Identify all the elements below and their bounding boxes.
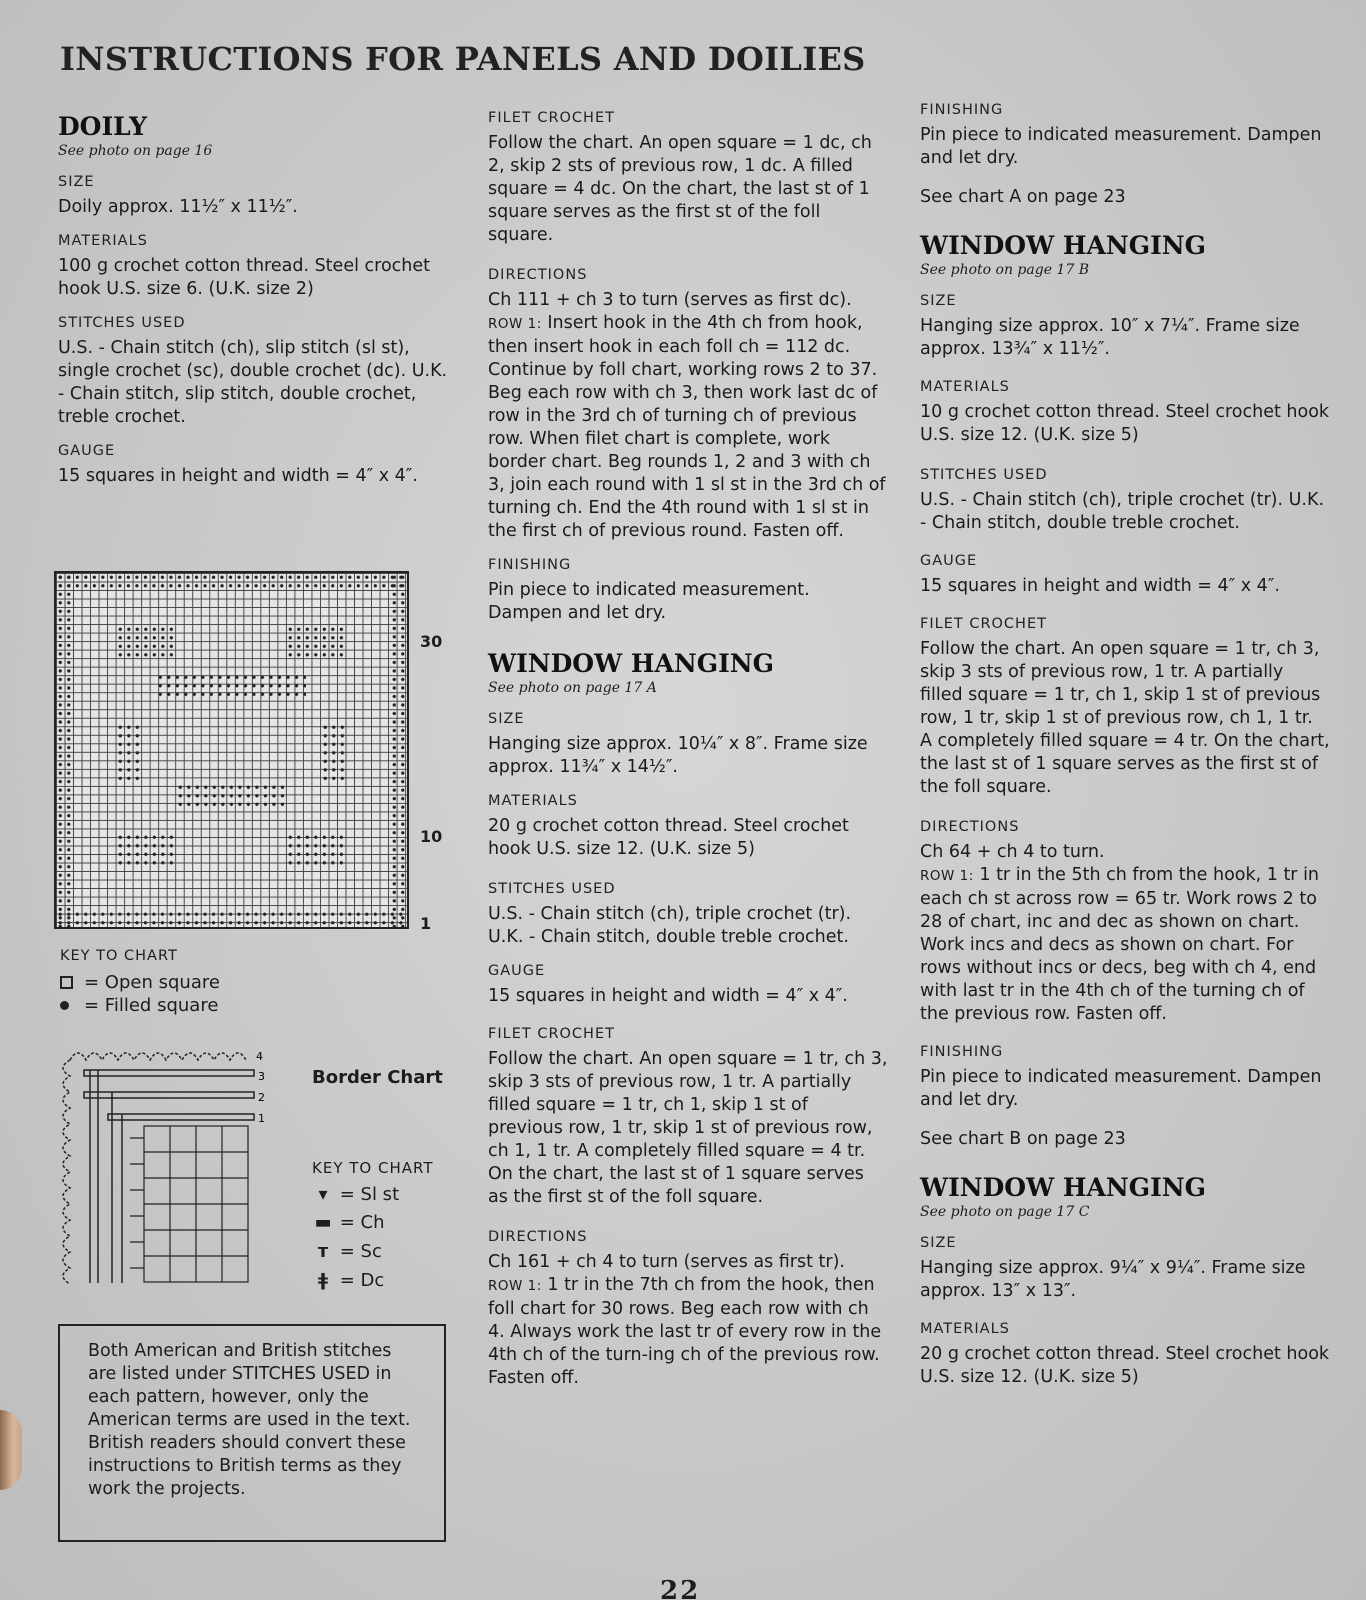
wh-c-size-label: SIZE [920,1235,957,1251]
see-chart-b: See chart B on page 23 [920,1129,1126,1149]
filet-text: Follow the chart. An open square = 1 dc, ch 2, skip 2 sts of previous row, 1 dc. A filled square = 4 dc. On the chart, the last st of 1 square serves as the first st of the foll square. [488,133,872,245]
chart-row-number-10: 10 [420,827,443,846]
c3-finishing-text: Pin piece to indicated measurement. Dampen and let dry. [920,125,1322,168]
wh-b-gauge-label: GAUGE [920,553,978,569]
wh-b-materials-label: MATERIALS [920,379,1010,395]
wh-b-size-text: Hanging size approx. 10″ x 7¼″. Frame size approx. 13¾″ x 11½″. [920,316,1300,359]
doily-heading: DOILY [58,112,147,141]
window-hanging-c-photo-ref: See photo on page 17 C [920,1204,1090,1220]
chart-motif-7 [116,833,176,867]
sc-icon: ᴛ [317,1241,329,1262]
wh-a-materials-label: MATERIALS [488,793,578,809]
doily-size-text: Doily approx. 11½″ x 11½″. [58,197,298,217]
doily-photo-ref: See photo on page 16 [58,143,213,159]
chart-border-filled-right [390,573,407,927]
border-key-label: = Dc [339,1270,385,1291]
ch-icon: ▬ [314,1212,332,1233]
doily-materials-label: MATERIALS [58,233,148,249]
wh-b-materials-text: 10 g crochet cotton thread. Steel crochet hook U.S. size 12. (U.K. size 5) [920,402,1330,445]
open-square-icon [60,976,73,989]
border-key-label: = Ch [339,1212,385,1233]
chart-motif-1 [116,625,176,659]
directions-row-text: Insert hook in the 4th ch from hook, then insert hook in each foll ch = 112 dc. Continue by foll chart, working rows 2 to 37. Beg each row with ch 3, then work last dc of row in the 3rd ch of turning ch of previous row. When filet chart is complete, work border chart. Beg rounds 1, 2 and 3 with ch 3, join each round with 1 sl st in the 3rd ch of turning ch. End the 4th round with 1 sl st in the first ch of previous round. Fasten off. [488,313,886,541]
row-label: ROW 1: [920,868,974,884]
border-chart [60,1048,270,1293]
window-hanging-b-photo-ref: See photo on page 17 B [920,262,1089,278]
terminology-note-box: Both American and British stitches are listed under STITCHES USED in each pattern, however, only the American terms are used in the text. British readers should convert these instructions to British terms as they work the projects. [58,1324,446,1542]
page-title: INSTRUCTIONS FOR PANELS AND DOILIES [60,40,866,78]
chart-motif-8 [286,833,346,867]
wh-a-filet-text: Follow the chart. An open square = 1 tr, ch 3, skip 3 sts of previous row, 1 tr. A partially filled square = 1 tr, ch 1, skip 1 st of previous row, 1 tr, skip 1 st of previous row, ch 1, 1 tr. A completely filled square = 4 tr. On the chart, the last st of 1 square serves as the first st of the foll square. [488,1049,888,1207]
doily-filet-chart [54,571,409,929]
wh-b-stitches-label: STITCHES USED [920,467,1048,483]
wh-c-size-text: Hanging size approx. 9¼″ x 9¼″. Frame size approx. 13″ x 13″. [920,1258,1306,1301]
border-key-sl-st [312,1184,399,1205]
chart-motif-2 [286,625,346,659]
wh-b-directions-row-1 [920,864,1330,1026]
wh-b-gauge-text: 15 squares in height and width = 4″ x 4″. [920,576,1280,596]
wh-a-directions-row-1 [488,1274,888,1390]
sl-st-icon: ▾ [318,1184,328,1205]
border-key-title: KEY TO CHART [312,1159,434,1177]
chart-row-number-30: 30 [420,632,443,651]
wh-b-finishing-label: FINISHING [920,1044,1004,1060]
doily-size-label: SIZE [58,174,95,190]
wh-b-stitches-text: U.S. - Chain stitch (ch), triple crochet (tr). U.K. - Chain stitch, double treble crochet. [920,490,1325,533]
wh-b-filet-text: Follow the chart. An open square = 1 tr, ch 3, skip 3 sts of previous row, 1 tr. A partially filled square = 1 tr, ch 1, skip 1 st of previous row, 1 tr, skip 1 st of previous row, ch 1, 1 tr. A completely filled square = 4 tr. On the chart, the last st of 1 square serves as the first st of the foll square. [920,639,1330,797]
chart-row-number-1: 1 [420,914,432,933]
window-hanging-b-heading: WINDOW HANGING [920,231,1206,260]
border-row-number-3: 3 [258,1070,265,1083]
window-hanging-c-heading: WINDOW HANGING [920,1173,1206,1202]
row-label: ROW 1: [488,316,542,332]
border-key-label: = Sl st [339,1184,400,1205]
wh-b-filet-label: FILET CROCHET [920,616,1047,632]
wh-a-size-label: SIZE [488,711,525,727]
wh-b-directions-intro: Ch 64 + ch 4 to turn. [920,842,1105,862]
wh-a-gauge-label: GAUGE [488,963,546,979]
border-row-number-2: 2 [258,1091,265,1104]
finishing-text: Pin piece to indicated measurement. Dampen and let dry. [488,580,810,623]
c3-finishing-label: FINISHING [920,102,1004,118]
doily-column [58,104,448,488]
doily-key-title: KEY TO CHART [60,948,178,964]
wh-a-size-text: Hanging size approx. 10¼″ x 8″. Frame size approx. 11¾″ x 14½″. [488,734,868,777]
wh-b-size-label: SIZE [920,293,957,309]
chart-motif-5 [321,723,347,783]
dc-icon: ǂ [318,1270,328,1291]
key-open-square [60,972,220,993]
chart-motif-6 [176,783,286,809]
wh-a-directions-label: DIRECTIONS [488,1229,588,1245]
doily-gauge-text: 15 squares in height and width = 4″ x 4″. [58,466,418,486]
finishing-label: FINISHING [488,557,572,573]
border-key-label: = Sc [339,1241,382,1262]
doily-stitches-label: STITCHES USED [58,315,186,331]
wh-a-stitches-label: STITCHES USED [488,881,616,897]
border-row-number-1: 1 [258,1112,265,1125]
page-number: 22 [660,1576,701,1600]
filled-square-icon [60,1001,69,1010]
wh-b-directions-label: DIRECTIONS [920,819,1020,835]
border-key-ch [312,1212,385,1233]
chart-motif-3 [156,673,306,699]
chart-border-filled-top [56,573,407,590]
directions-row-text: 1 tr in the 7th ch from the hook, then foll chart for 30 rows. Beg each row with ch 4. Always work the last tr of every row in the 4th ch of the turn-ing ch of the previous row. Fasten off. [488,1275,882,1388]
middle-column [488,104,888,1390]
doily-stitches-text: U.S. - Chain stitch (ch), slip stitch (sl st), single crochet (sc), double crochet (dc). U.K. - Chain stitch, slip stitch, double crochet, treble crochet. [58,338,448,427]
key-open-label: = Open square [84,972,220,993]
border-chart-title: Border Chart [312,1067,443,1088]
finger-thumb [0,1410,22,1490]
key-filled-label: = Filled square [84,995,219,1016]
border-row-number-4: 4 [256,1050,263,1063]
directions-intro: Ch 111 + ch 3 to turn (serves as first dc). [488,290,852,310]
wh-a-filet-label: FILET CROCHET [488,1026,615,1042]
wh-a-gauge-text: 15 squares in height and width = 4″ x 4″. [488,986,848,1006]
border-key-dc [312,1270,384,1291]
wh-a-directions-intro: Ch 161 + ch 4 to turn (serves as first tr). [488,1252,845,1272]
row-label: ROW 1: [488,1278,542,1294]
wh-a-stitches-text: U.S. - Chain stitch (ch), triple crochet (tr). U.K. - Chain stitch, double treble crochet. [488,904,852,947]
border-key-sc [312,1241,382,1262]
chart-border-filled-bottom [56,910,407,927]
wh-b-finishing-text: Pin piece to indicated measurement. Dampen and let dry. [920,1067,1322,1110]
doily-gauge-label: GAUGE [58,443,116,459]
window-hanging-a-photo-ref: See photo on page 17 A [488,680,657,696]
directions-row-text: 1 tr in the 5th ch from the hook, 1 tr in each ch st across row = 65 tr. Work rows 2 to 28 of chart, inc and dec as shown on chart. Work incs and decs as shown on chart. For rows without incs or decs, beg with ch 4, end with last tr in the 4th ch of the turning ch of the previous row. Fasten off. [920,865,1320,1024]
right-column [920,98,1330,1389]
key-filled-square [60,995,218,1016]
doily-materials-text: 100 g crochet cotton thread. Steel crochet hook U.S. size 6. (U.K. size 2) [58,256,430,299]
filet-label: FILET CROCHET [488,110,615,126]
directions-label: DIRECTIONS [488,267,588,283]
chart-motif-4 [116,723,142,783]
wh-c-materials-text: 20 g crochet cotton thread. Steel crochet hook U.S. size 12. (U.K. size 5) [920,1344,1330,1387]
directions-row-1 [488,312,888,543]
see-chart-a: See chart A on page 23 [920,187,1126,207]
wh-c-materials-label: MATERIALS [920,1321,1010,1337]
window-hanging-a-heading: WINDOW HANGING [488,649,774,678]
wh-a-materials-text: 20 g crochet cotton thread. Steel crochet hook U.S. size 12. (U.K. size 5) [488,816,849,859]
chart-border-filled-left [56,573,73,927]
